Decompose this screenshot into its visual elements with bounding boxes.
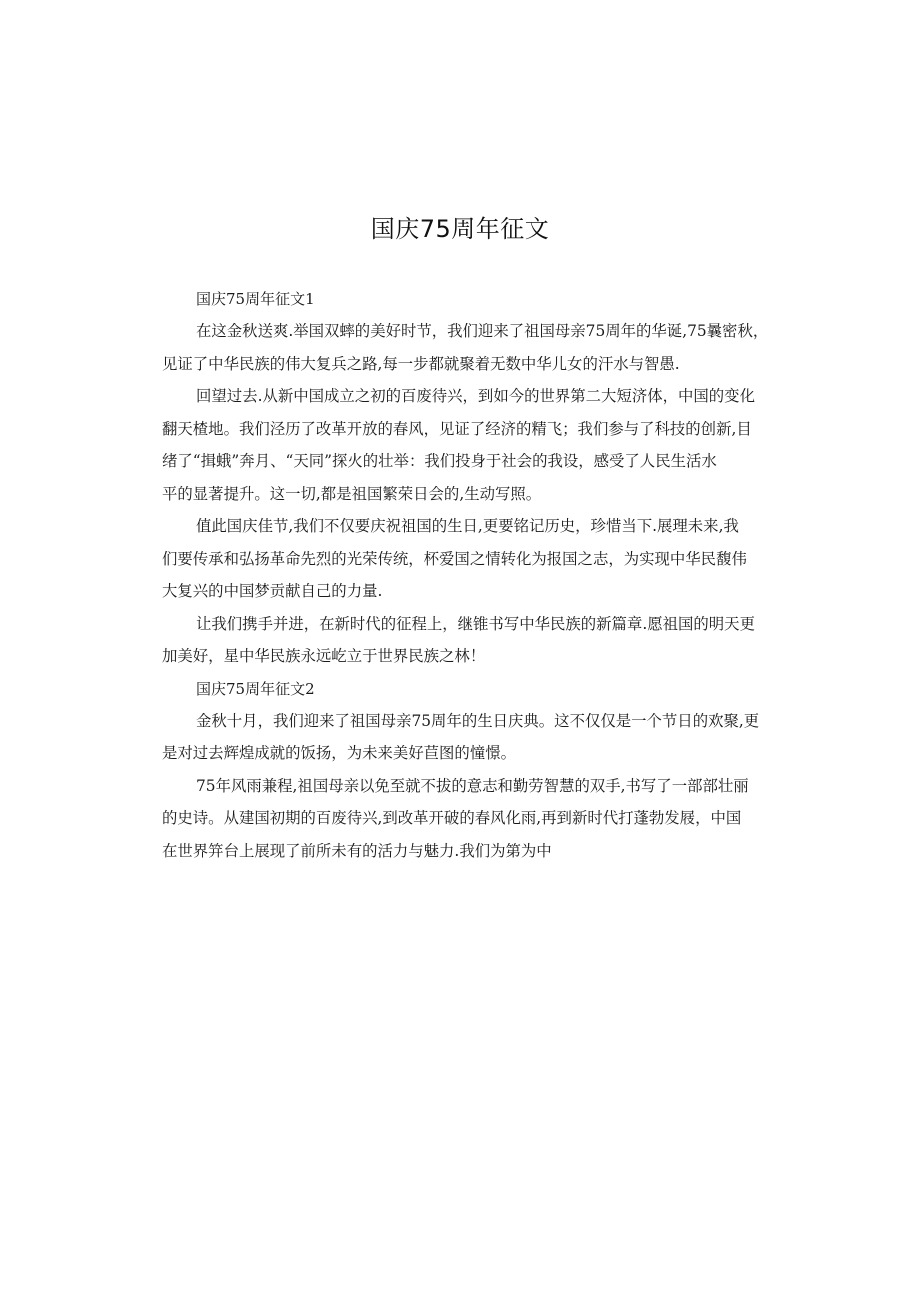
paragraph-line: 加美好，星中华民族永远屹立于世界民族之林！ — [162, 647, 486, 665]
document-title: 国庆75周年征文 — [370, 215, 550, 243]
paragraph-line: 翻天楂地。我们泾历了改革开放的春风，见证了经济的精飞；我们参与了科技的创新,目 — [162, 419, 752, 438]
paragraph — [162, 510, 772, 608]
section-heading-2: 国庆75周年征文2 — [196, 679, 315, 698]
paragraph-line: 平的显著提升。这一切,都是祖国繁荣日会的,生动写照。 — [162, 484, 542, 503]
paragraph-line: 值此国庆佳节,我们不仅要庆祝祖国的生日,更要铭记历史，珍惜当下.展理未来,我 — [196, 517, 739, 535]
paragraph-line: 见证了中华民族的伟大复兵之路,每一步都就聚着无数中华儿女的汗水与智愚. — [162, 354, 680, 373]
paragraph-line: 们要传承和弘扬革命先烈的光荣传统，杯爱国之情转化为报国之志，为实现中华民馥伟 — [162, 549, 747, 568]
paragraph-line: 是对过去辉煌成就的饭扬，为未来美好苣图的憧憬。 — [162, 744, 516, 762]
paragraph-line: 在世界笄台上展现了前所未有的活力与魅力.我们为第为中 — [162, 841, 552, 860]
paragraph-line: 绪了“揖蛾”奔月、“天同”探火的壮举：我们投身于社会的我设，感受了人民生活水 — [162, 452, 717, 470]
paragraph — [162, 705, 772, 770]
paragraph-line: 的史诗。从建国初期的百废待兴,到改革开破的春风化雨,再到新时代打蓬勃发屐，中国 — [162, 809, 742, 827]
paragraph-line: 回望过去.从新中国成立之初的百废待兴，到如今的世界第二大短济体，中国的变化 — [196, 387, 755, 405]
section-heading-1: 国庆75周年征文1 — [196, 290, 315, 308]
paragraph — [162, 315, 772, 380]
document-body — [162, 283, 772, 867]
paragraph-line: 在这金秋送爽.举国双蟀的美好时节，我们迎来了祖国母亲75周年的华诞,75曩密秋， — [196, 322, 769, 340]
paragraph — [162, 380, 772, 510]
paragraph-line: 让我们携手并进，在新时代的征程上，继锥书写中华民族的新篇章.愿祖国的明天更 — [196, 614, 755, 633]
paragraph-line: 75年风雨兼程,祖国母亲以免至就不拔的意志和勤劳智慧的双手,书写了一部部壮丽 — [196, 776, 749, 795]
paragraph-line: 金秋十月，我们迎来了祖国母亲75周年的生日庆典。这不仅仅是一个节日的欢聚,更 — [196, 711, 760, 730]
paragraph — [162, 608, 772, 673]
paragraph — [162, 770, 772, 868]
paragraph-line: 大复兴的中国梦贡献自己的力量. — [162, 582, 383, 600]
